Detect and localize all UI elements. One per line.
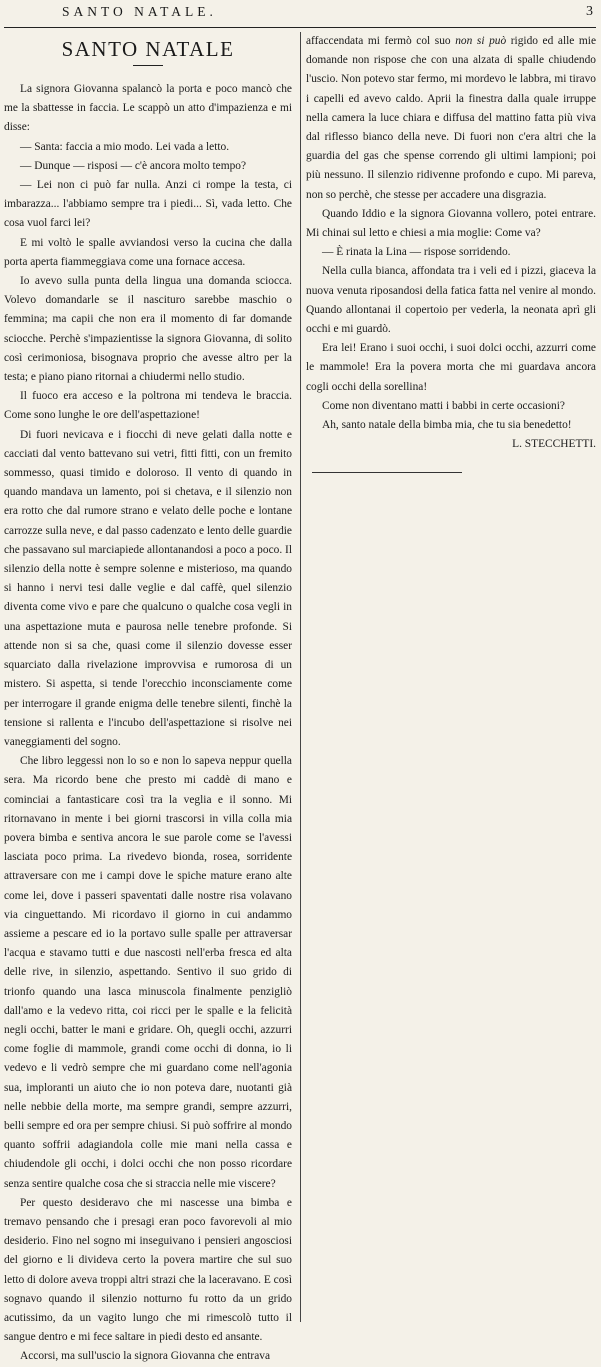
title-rule (133, 65, 163, 66)
paragraph (306, 339, 596, 397)
paragraph: Di fuori nevicava e i fiocchi di neve gelati dalla notte e cacciati dal vento battevano sui vetri, fitti fitti, con un fremito sommesso, quasi timido e doloroso. Il vento di quando in quando mandava un lamento, poi si chetava, e il silenzio non era rotto che dal rumore strano e velato delle poche e lontane carrozze sulla neve, e dal passo cadenzato e lento delle guardie che passavano sul marciapiede allontanandosi a poco a poco. Il silenzio della notte è sempre solenne e misterioso, ma quando si hanno i nervi tesi dalle veglie e dal caffè, quel silenzio diventa come vivo e pare che qualcuno o qualche cosa vegli in una aspettazione muta e paurosa nelle tenebre profonde. Si attende non si sa che, quasi come il silenzio dovesse esser squarciato dalla rivelazione improvvisa e rumorosa di un mistero. Si aspetta, si tende l'orecchio inconsciamente come per interrogare il grande enigma delle tenebre silenti, finchè la tensione si rallenta e l'incubo dell'aspettazione si risolve nei vaneggiamenti del sogno. (4, 428, 292, 748)
right-column-body (306, 32, 596, 435)
paragraph (306, 243, 596, 262)
paragraph (306, 262, 596, 339)
article-title: SANTO NATALE (61, 37, 235, 61)
paragraph-text: rigido ed alle mie domande non rispose che con una alzata di spalle chiudendo l'uscio. Non potevo star fermo, mi mordevo le labbra, mi tiravo i capelli ed avevo caldo. Aprii la finestra dalla quale irruppe nella camera la luce chiara e diffusa del mattino fatta più viva dal riflesso bianco della neve. Di fuori non c'era altri che la guardia del gas che spense correndo gli ultimi lampioni; poi più nessuno. Il silenzio ridivenne profondo e cupo. Mi pareva, non so perchè, che stesse per accadere una disgrazia. (306, 35, 596, 201)
paragraph: Che libro leggessi non lo so e non lo sapeva neppur quella sera. Ma ricordo bene che presto mi caddè di mano e cominciai a fantasticare così tra la veglia e il sonno. Mi ritornavano in mente i bei giorni trascorsi in villa colla mia povera bimba e sentiva ancora le sue parole come se l'avessi lasciata poco prima. La rivedevo bionda, rosea, sorridente attraversare con me i campi dove le spiche mature erano alte come lei, dove i passeri spaventati dalle nostre risa volavano via cinguettando. Mi ricordavo il giorno in cui andammo assieme a pescare ed io la portavo sulle spalle per attraversar l'acqua e stavamo tutti e due nascosti nell'erba fresca ed alta delle rive, in silenzio, aspettando. Sentivo il suo grido di trionfo quando una lasca minuscola finalmente penzigliò dall'amo e la vedevo ritta, coi ricci per le spalle e la felicità negli occhi, batter le mani e gridare. Oh, quegli occhi, azzurri come foglie di mammole, grandi come occhi di donna, io li vedevo e li vedrò sempre che mi guardano come nell'agonia sua, imploranti un aiuto che io non poteva dare, nuotanti già nelle nebbie della morte, ma sempre grandi, sempre azzurri, belli sempre ed ora per sempre chiusi. Si può soffrire al mondo quanto soffrii adagiandola colle mie mani nella cassa e chiudendole gli occhi, i dolci occhi che non posso ricordare senza sentire qualche cosa che si straccia nelle mie viscere? (4, 755, 292, 1190)
paragraph (306, 416, 596, 435)
paragraph (306, 397, 596, 416)
paragraph: Io avevo sulla punta della lingua una domanda sciocca. Volevo domandarle se il nascituro sarebbe maschio o femmina; ma capii che non era il momento di far domande sciocche. Perchè s'impazientisse la signora Giovanna, di solito così cerimoniosa, bisognava proprio che avesse altro per la testa; e piano piano ritornai a chiudermi nello studio. (4, 275, 292, 384)
paragraph: Per questo desideravo che mi nascesse una bimba e tremavo pensando che i presagi eran poco favorevoli al mio desiderio. Fino nel sogno mi inseguivano i pensieri angosciosi del giorno e li divideva certo la povera martire che sul suo letto di dolore aveva troppi altri strazi che la laceravano. E così sognavo quando il silenzio notturno fu rotto da un grido acutissimo, da un vagito lungo che mi rimescolò tutto il sangue dentro e mi fece saltare in piedi desto ed ansante. (4, 1196, 292, 1344)
paragraph: La signora Giovanna spalancò la porta e poco mancò che me la sbattesse in faccia. Le scappò un atto d'impazienza e mi disse: (4, 83, 292, 134)
paragraph: E mi voltò le spalle avviandosi verso la cucina che dalla porta aperta fiammeggiava come una fornace accesa. (4, 236, 292, 268)
author-signature: L. STECCHETTI. (512, 438, 596, 451)
right-column (306, 32, 596, 473)
page-number: 3 (586, 4, 593, 19)
paragraph-text: Nella culla bianca, affondata tra i veli ed i pizzi, giaceva la nuova venuta riposandosi della fatica fatta nel venire al mondo. Quando allontanai il copertoio per vederla, la neonata aprì gli occhi e mi guardò. (306, 265, 596, 336)
paragraph-text: Come non diventano matti i babbi in certe occasioni? (322, 399, 565, 412)
left-column (4, 32, 292, 1367)
paragraph: — Lei non ci può far nulla. Anzi ci rompe la testa, ci imbarazza... l'abbiamo sempre tra i piedi... Sì, vada letto. Che cosa vuol farci lei? (4, 179, 292, 230)
paragraph: Accorsi, ma sull'uscio la signora Giovanna che entrava (20, 1350, 271, 1363)
end-rule (312, 472, 462, 473)
running-head (0, 4, 601, 26)
paragraph-text: Era lei! Erano i suoi occhi, i suoi dolci occhi, azzurri come le mammole! Era la povera morta che mi guardava ancora cogli occhi della sorellina! (306, 342, 596, 393)
header-rule (4, 27, 596, 28)
paragraph-text: — È rinata la Lina — rispose sorridendo. (322, 246, 511, 259)
paragraph-text: affaccendata mi fermò col suo (306, 35, 456, 47)
running-title: SANTO NATALE. (62, 4, 217, 19)
italic-phrase: non si può (455, 35, 507, 47)
left-column-body (4, 80, 292, 1367)
paragraph-text: Quando Iddio e la signora Giovanna vollero, potei entrare. Mi chinai sul letto e chiesi a mia moglie: Come va? (306, 207, 596, 240)
paragraph: — Dunque — risposi — c'è ancora molto tempo? (20, 159, 247, 172)
paragraph-text: Ah, santo natale della bimba mia, che tu sia benedetto! (322, 419, 572, 432)
column-divider (300, 32, 301, 1322)
paragraph (306, 205, 596, 243)
paragraph: — Santa: faccia a mio modo. Lei vada a letto. (20, 140, 230, 153)
paragraph: Il fuoco era acceso e la poltrona mi tendeva le braccia. Come sono lunghe le ore dell'aspettazione! (4, 390, 292, 422)
paragraph (306, 32, 596, 205)
